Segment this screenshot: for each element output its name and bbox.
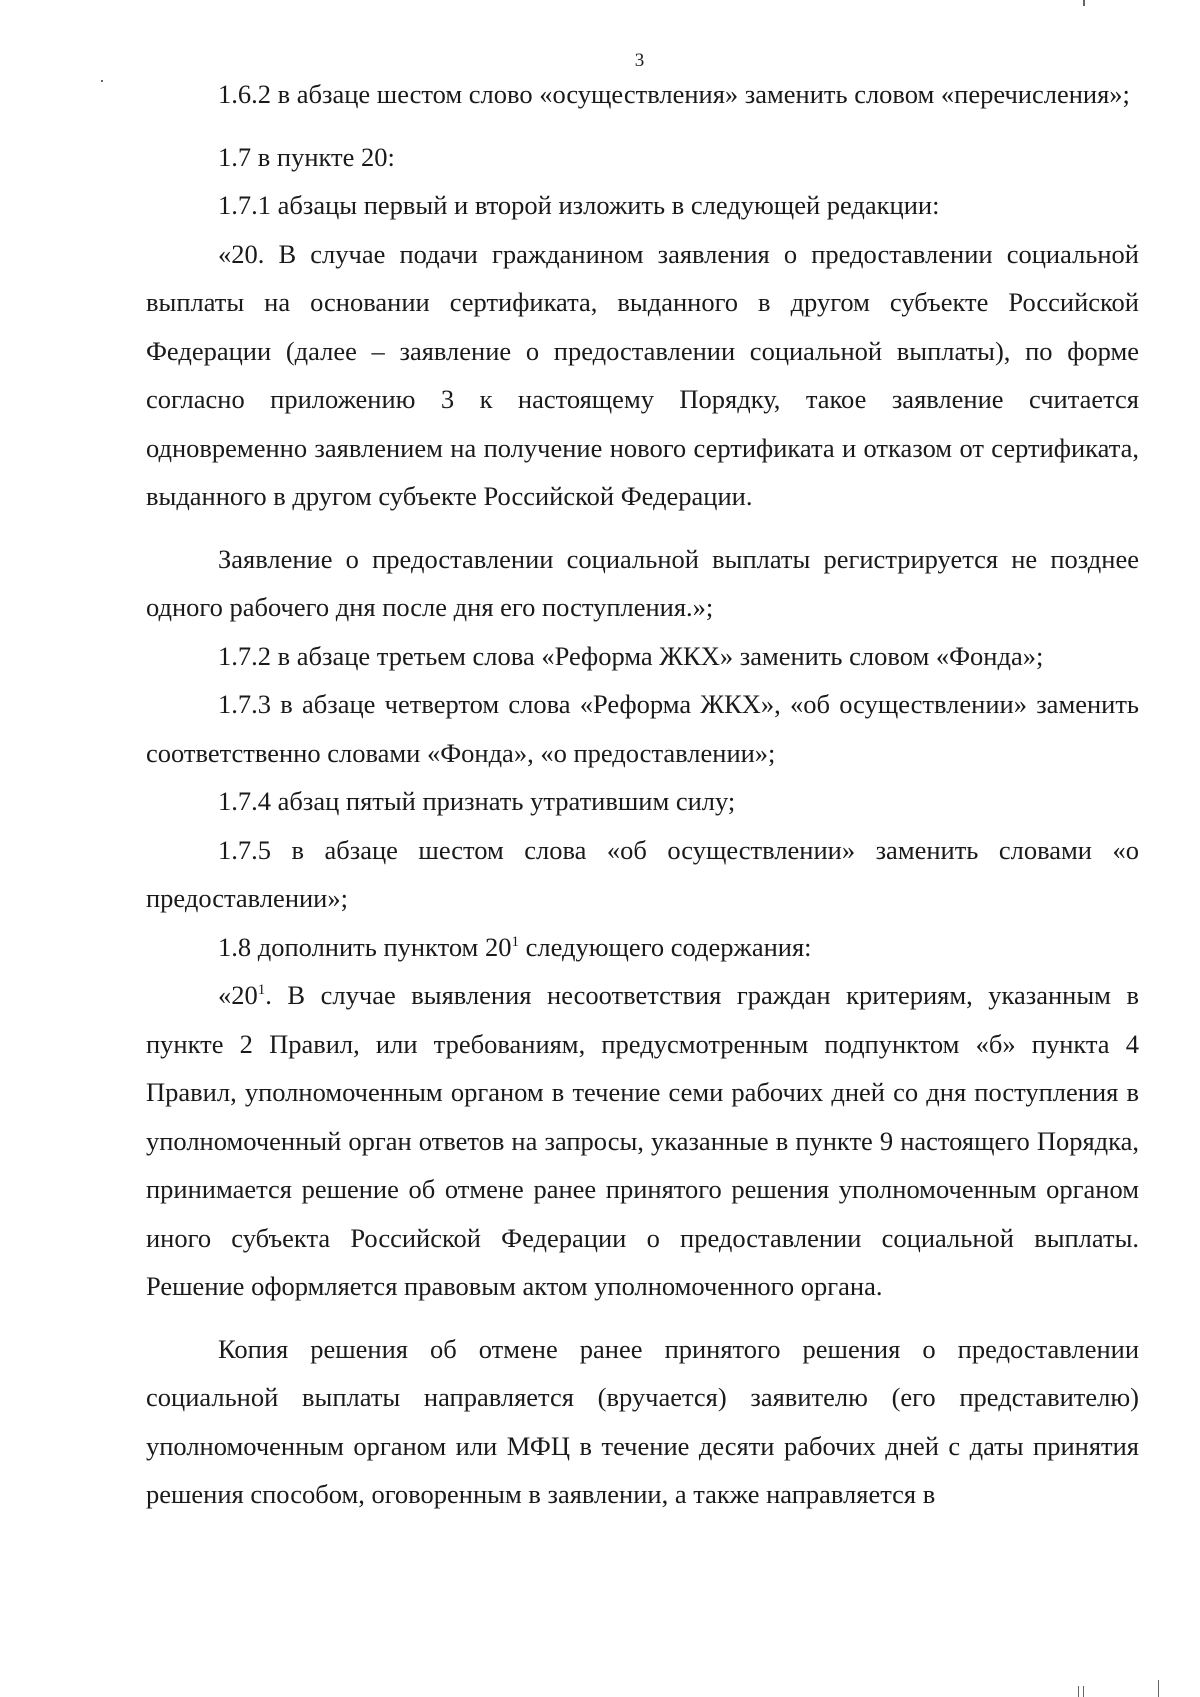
paragraph-1-8 bbox=[146, 923, 1139, 972]
scan-artifact-bottom-edge bbox=[1158, 1680, 1159, 1697]
page-number: 3 bbox=[634, 50, 645, 71]
paragraph-1-6-2: 1.6.2 в абзаце шестом слово «осуществления» заменить словом «перечисления»; bbox=[218, 79, 1130, 109]
paragraph-1-7-2: 1.7.2 в абзаце третьем слова «Реформа ЖКХ» заменить словом «Фонда»; bbox=[218, 640, 1044, 671]
paragraph-clause-20-first: «20. В случае подачи гражданином заявления о предоставлении социальной выплаты на основании сертификата, выданного в другом субъекте Российской Федерации (далее – заявление о предоставлении социальной выплаты), по форме согласно приложению 3 к настоящему Порядку, такое заявление считается одновременно заявлением на получение нового сертификата и отказом от сертификата, выданного в другом субъекте Российской Федерации. bbox=[146, 238, 1139, 511]
document-body bbox=[146, 70, 1139, 1519]
superscript-1: 1 bbox=[511, 933, 519, 950]
paragraph-clause-20-second: Заявление о предоставлении социальной выплаты регистрируется не позднее одного рабочего дня после дня его поступления.»; bbox=[146, 543, 1139, 622]
scan-artifact-top-right bbox=[1083, 0, 1085, 6]
paragraph-clause-20-1-text-start: «20 bbox=[218, 980, 258, 1010]
paragraph-1-7-1: 1.7.1 абзацы первый и второй изложить в следующей редакции: bbox=[218, 190, 940, 220]
paragraph-1-7-3: 1.7.3 в абзаце четвертом слова «Реформа ЖКХ», «об осуществлении» заменить соответственно словами «Фонда», «о предоставлении»; bbox=[146, 689, 1139, 768]
paragraph-1-7-4: 1.7.4 абзац пятый признать утратившим силу; bbox=[218, 786, 736, 816]
paragraph-1-8-text-end: следующего содержания: bbox=[518, 931, 812, 962]
paragraph-1-8-text-start: 1.8 дополнить пунктом 20 bbox=[218, 931, 512, 962]
paragraph-decision-copy: Копия решения об отмене ранее принятого решения о предоставлении социальной выплаты направляется (вручается) заявителю (его представителю) уполномоченным органом или МФЦ в течение десяти рабочих дней с даты принятия решения способом, оговоренным в заявлении, а также направляется в bbox=[146, 1333, 1139, 1509]
scan-artifact-bottom-right-2 bbox=[1083, 1686, 1084, 1697]
scan-artifact-bottom-right bbox=[1078, 1686, 1079, 1697]
scan-artifact-left-dot bbox=[101, 80, 103, 82]
paragraph-clause-20-1 bbox=[146, 971, 1139, 1311]
paragraph-1-7-5: 1.7.5 в абзаце шестом слова «об осуществлении» заменить словами «о предоставлении»; bbox=[146, 834, 1139, 913]
superscript-1: 1 bbox=[257, 982, 266, 999]
paragraph-clause-20-1-text-end: . В случае выявления несоответствия граждан критериям, указанным в пункте 2 Правил, или требованиям, предусмотренным подпунктом «б» пункта 4 Правил, уполномоченным органом в течение семи рабочих дней со дня поступления в уполномоченный орган ответов на запросы, указанные в пункте 9 настоящего Порядка, принимается решение об отмене ранее принятого решения уполномоченным органом иного субъекта Российской Федерации о предоставлении социальной выплаты. Решение оформляется правовым актом уполномоченного органа. bbox=[146, 980, 1139, 1301]
paragraph-1-7: 1.7 в пункте 20: bbox=[218, 141, 395, 172]
